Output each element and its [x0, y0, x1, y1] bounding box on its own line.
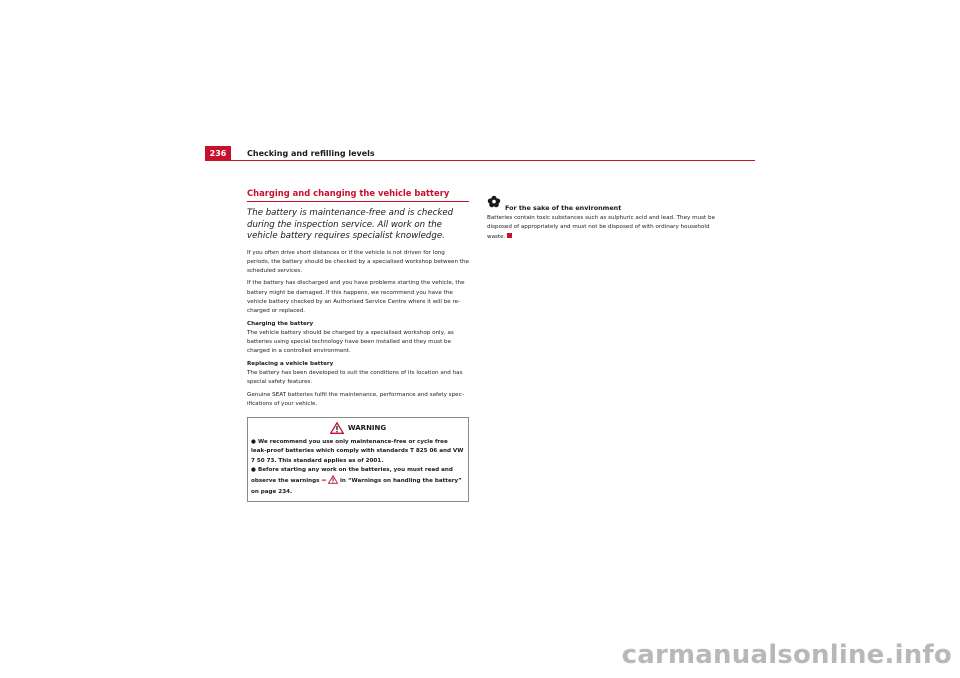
charging-heading: Charging the battery: [247, 320, 314, 327]
header-divider: [205, 160, 755, 161]
left-column: [247, 188, 469, 502]
cross-reference-arrow[interactable]: ⇒: [321, 478, 327, 485]
charging-text: The vehicle battery should be charged by a specialised workshop only, as batteries using special technology have been installed and they must be charged in a controlled environment.: [247, 329, 454, 355]
replacing-heading: Replacing a vehicle battery: [247, 360, 334, 367]
warning-triangle-icon: [330, 419, 344, 438]
warning-box: [247, 417, 469, 502]
warning-title: WARNING: [347, 424, 387, 433]
warning-triangle-icon: [328, 475, 338, 488]
replacing-text-2: Genuine SEAT batteries fulfil the maintenance, performance and safety spec-ifications of your vehicle.: [247, 391, 464, 407]
warning-item-1: ● We recommend you use only maintenance-free or cycle free leak-proof batteries which comply with standards T 825 06 and VW 7 50 73. This standard applies as of 2001.: [251, 439, 464, 464]
section-title: Checking and refilling levels: [247, 149, 375, 158]
bullet-icon: ●: [251, 466, 256, 473]
watermark: carmanualsonline.info: [621, 640, 952, 670]
environment-header: [487, 193, 715, 212]
replacing-text-1: The battery has been developed to suit the conditions of its location and has special safety features.: [247, 370, 463, 386]
environment-text: Batteries contain toxic substances such as sulphuric acid and lead. They must be disposed of appropriately and must not be disposed of with ordinary household waste.: [487, 215, 716, 240]
environment-title: For the sake of the environment: [505, 204, 622, 212]
warning-header: [251, 421, 465, 435]
paragraph-discharged: If the battery has discharged and you have problems starting the vehicle, the battery might be damaged. If this happens, we recommend you have the vehicle battery checked by an Authorised Service Centre where it will be re-charged or replaced.: [247, 280, 465, 315]
article-intro: The battery is maintenance-free and is checked during the inspection service. All work on the vehicle battery requires specialist knowledge.: [247, 208, 454, 241]
page-number: 236: [205, 146, 231, 161]
paragraph-short-distances: If you often drive short distances or if the vehicle is not driven for long periods, the battery should be checked by a specialised workshop between the scheduled services.: [247, 249, 469, 275]
warning-item-2: ● Before starting any work on the batteries, you must read and observe the warnings ⇒ in “Warnings on handling the battery” on page 234.: [251, 466, 462, 496]
environment-flower-icon: [487, 193, 501, 212]
article-heading: Charging and changing the vehicle battery: [247, 188, 469, 202]
end-of-section-mark: [507, 233, 512, 238]
right-column: [487, 193, 715, 242]
bullet-icon: ●: [251, 439, 256, 446]
